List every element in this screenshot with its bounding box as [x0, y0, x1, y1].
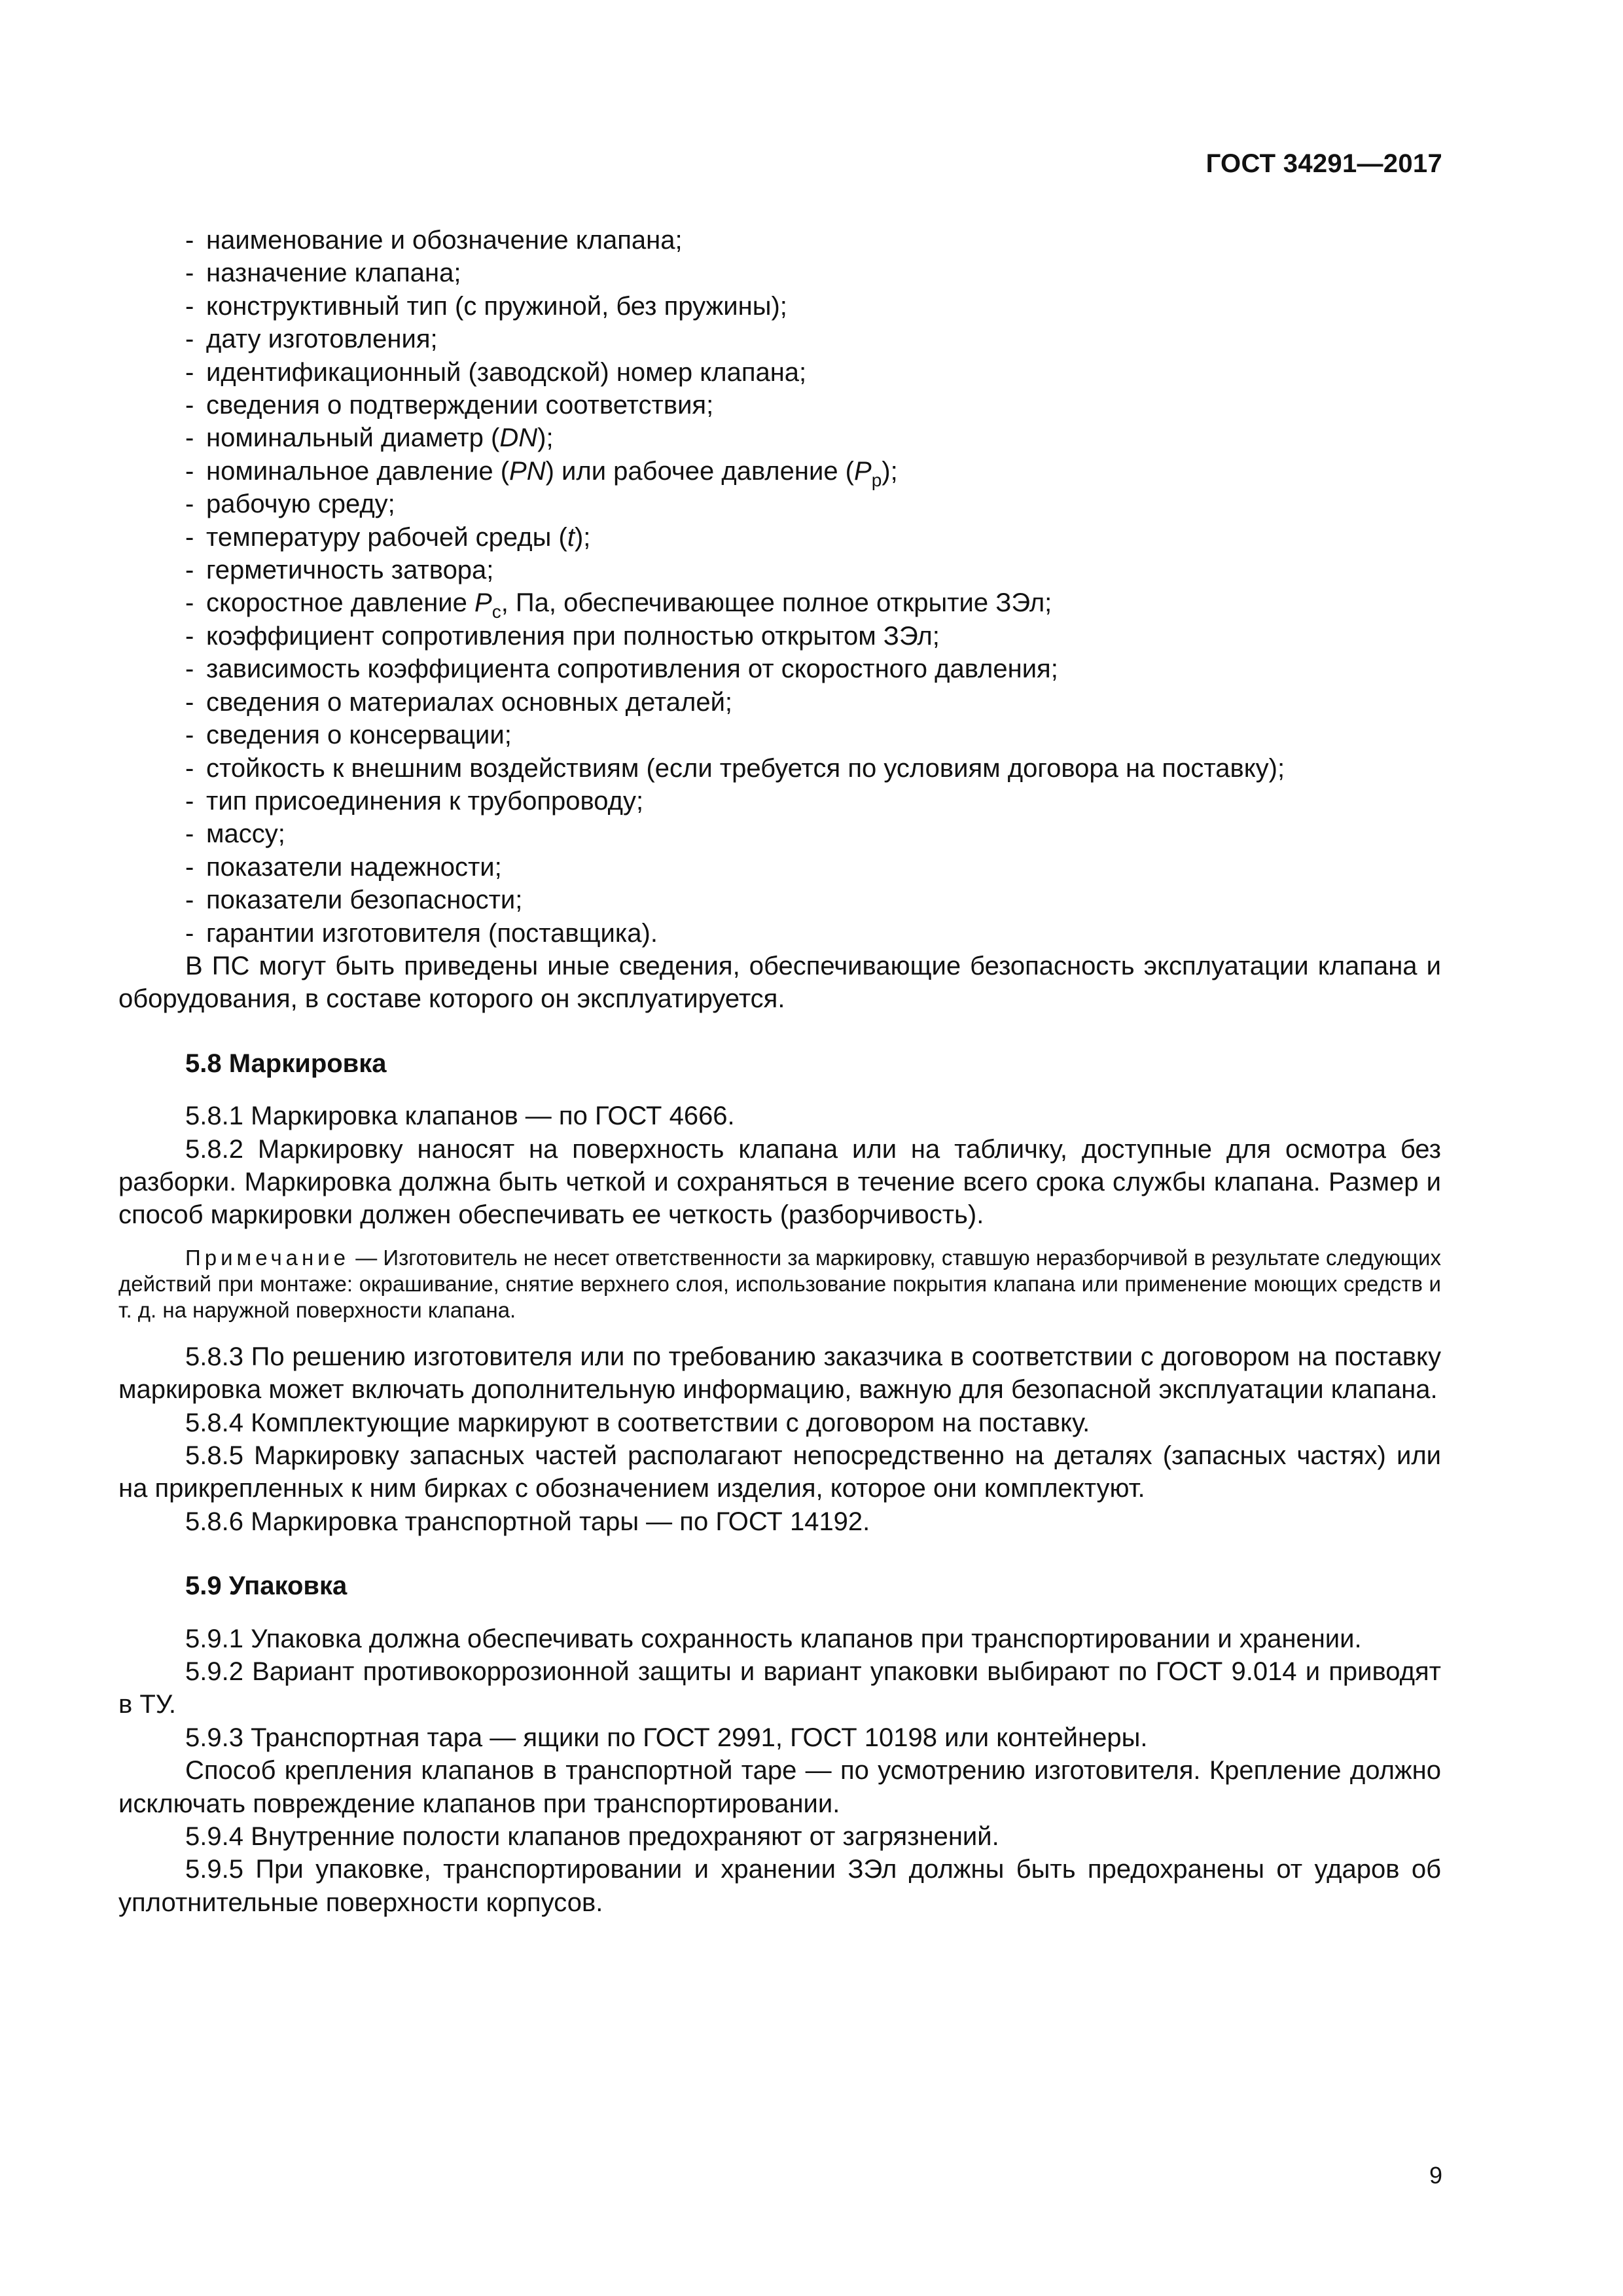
clause-5-8-5: 5.8.5 Маркировку запасных частей располагают непосредственно на деталях (запасных частях) или на прикрепленных к ним бирках с обозначением изделия, которое они комплектуют. — [118, 1441, 1441, 1503]
note-text: — Изготовитель не несет ответственности за маркировку, ставшую неразборчивой в результате следующих действий при монтаже: окрашивание, снятие верхнего слоя, использование покрытия клапана или применение моющих средств и т. д. на наружной поверхности клапана. — [118, 1245, 1441, 1322]
clause-5-8-1: 5.8.1 Маркировка клапанов — по ГОСТ 4666. — [185, 1102, 735, 1131]
clause-5-8-3: 5.8.3 По решению изготовителя или по требованию заказчика в соответствии с договором на поставку маркировка может включать дополнительную информацию, важную для безопасной эксплуатации клапана. — [118, 1342, 1441, 1405]
list-item: - рабочую среду; — [185, 490, 395, 519]
list-item: - наименование и обозначение клапана; — [185, 226, 683, 255]
list-item: - тип присоединения к трубопроводу; — [185, 786, 644, 816]
list-item: - номинальный диаметр (DN); — [185, 423, 554, 453]
list-item: - назначение клапана; — [185, 259, 461, 288]
list-item: - идентификационный (заводской) номер клапана; — [185, 357, 807, 387]
clause-5-9-5: 5.9.5 При упаковке, транспортировании и хранении ЗЭл должны быть предохранены от ударов об уплотнительные поверхности корпусов. — [118, 1855, 1441, 1917]
list-item: - скоростное давление $P_с$, Па, обеспечивающее полное открытие ЗЭл; — [185, 588, 1052, 622]
document-header: ГОСТ 34291—2017 — [1205, 149, 1442, 178]
clause-5-8-2: 5.8.2 Маркировку наносят на поверхность клапана или на табличку, доступные для осмотра без разборки. Маркировка должна быть четкой и сохраняться в течение всего срока службы клапана. Размер и способ маркировки должен обеспечивать ее четкость (разборчивость). — [118, 1134, 1441, 1230]
list-item: - герметичность затвора; — [185, 556, 494, 585]
clause-5-9-1: 5.9.1 Упаковка должна обеспечивать сохранность клапанов при транспортировании и хранении. — [185, 1624, 1362, 1653]
clause-5-8-6: 5.8.6 Маркировка транспортной тары — по ГОСТ 14192. — [185, 1507, 870, 1536]
list-item: - температуру рабочей среды (t); — [185, 522, 591, 552]
ps-paragraph: В ПС могут быть приведены иные сведения, обеспечивающие безопасность эксплуатации клапана и оборудования, в составе которого он эксплуатируется. — [118, 951, 1441, 1014]
list-item: - коэффициент сопротивления при полностью открытом ЗЭл; — [185, 621, 940, 651]
list-item: - номинальное давление (PN) или рабочее давление $(P_р)$; — [185, 456, 898, 490]
clause-5-9-3: 5.9.3 Транспортная тара — ящики по ГОСТ 2991, ГОСТ 10198 или контейнеры. — [185, 1723, 1148, 1752]
clause-5-9-2: 5.9.2 Вариант противокоррозионной защиты и вариант упаковки выбирают по ГОСТ 9.014 и приводят в ТУ. — [118, 1657, 1441, 1719]
section-heading-5-9: 5.9 Упаковка — [185, 1571, 348, 1601]
list-item: - показатели безопасности; — [185, 886, 523, 915]
list-item: - зависимость коэффициента сопротивления от скоростного давления; — [185, 655, 1058, 684]
list-item: - сведения о консервации; — [185, 721, 512, 750]
list-item: - гарантии изготовителя (поставщика). — [185, 918, 658, 948]
list-item: - сведения о подтверждении соответствия; — [185, 391, 714, 420]
list-item: - конструктивный тип (с пружиной, без пружины); — [185, 291, 787, 321]
list-item: - дату изготовления; — [185, 325, 438, 354]
note-label: Примечание — [185, 1245, 350, 1270]
clause-5-8-4: 5.8.4 Комплектующие маркируют в соответствии с договором на поставку. — [185, 1408, 1090, 1437]
list-item: - стойкость к внешним воздействиям (если требуется по условиям договора на поставку); — [185, 753, 1285, 783]
list-item: - массу; — [185, 819, 285, 849]
note-5-8 — [118, 1245, 1441, 1323]
page-content — [118, 224, 1441, 1919]
clause-5-9-3-continued: Способ крепления клапанов в транспортной таре — по усмотрению изготовителя. Крепление должно исключать повреждение клапанов при транспортировании. — [118, 1756, 1441, 1818]
list-item: - показатели надежности; — [185, 852, 502, 882]
page-number: 9 — [1429, 2162, 1442, 2189]
passport-contents-list — [118, 224, 1441, 950]
clause-5-9-4: 5.9.4 Внутренние полости клапанов предохраняют от загрязнений. — [185, 1822, 999, 1852]
list-item: - сведения о материалах основных деталей; — [185, 687, 733, 717]
section-heading-5-8: 5.8 Маркировка — [185, 1049, 387, 1078]
